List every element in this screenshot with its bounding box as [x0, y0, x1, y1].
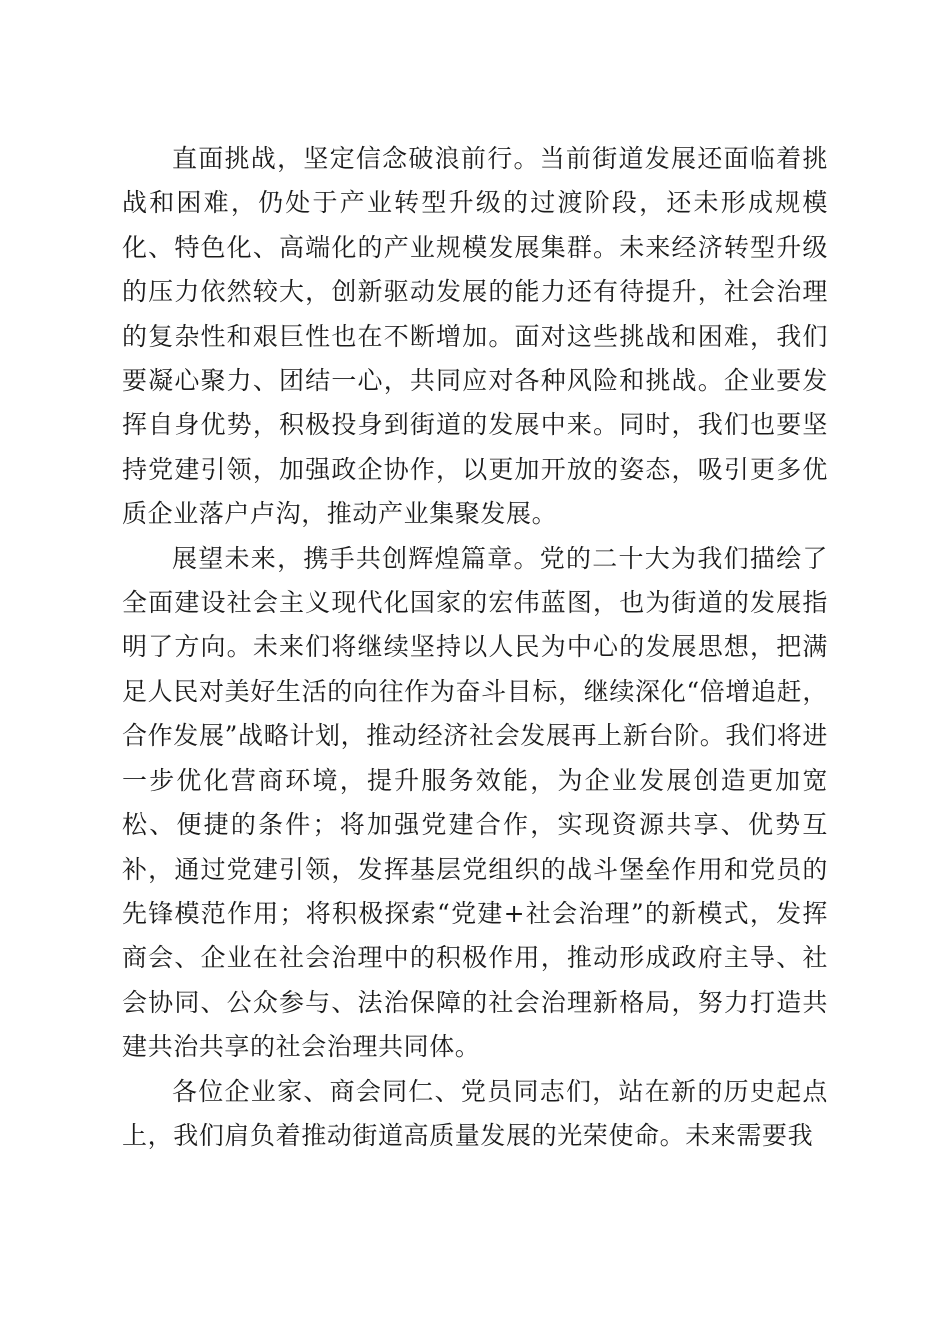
document-page: [122, 137, 828, 1158]
paragraph-address: 各位企业家、商会同仁、党员同志们，站在新的历史起点上，我们肩负着推动街道高质量发展的光荣使命。未来需要我: [122, 1076, 828, 1150]
paragraph-challenges: 直面挑战，坚定信念破浪前行。当前街道发展还面临着挑战和困难，仍处于产业转型升级的过渡阶段，还未形成规模化、特色化、高端化的产业规模发展集群。未来经济转型升级的压力依然较大，创新驱动发展的能力还有待提升，社会治理的复杂性和艰巨性也在不断增加。面对这些挑战和困难，我们要凝心聚力、团结一心，共同应对各种风险和挑战。企业要发挥自身优势，积极投身到街道的发展中来。同时，我们也要坚持党建引领，加强政企协作，以更加开放的姿态，吸引更多优质企业落户卢沟，推动产业集聚发展。: [122, 144, 828, 529]
paragraph-outlook: 展望未来，携手共创辉煌篇章。党的二十大为我们描绘了全面建设社会主义现代化国家的宏伟蓝图，也为街道的发展指明了方向。未来们将继续坚持以人民为中心的发展思想，把满足人民对美好生活的向往作为奋斗目标，继续深化“倍增追赶，合作发展”战略计划，推动经济社会发展再上新台阶。我们将进一步优化营商环境，提升服务效能，为企业发展创造更加宽松、便捷的条件；将加强党建合作，实现资源共享、优势互补，通过党建引领，发挥基层党组织的战斗堡垒作用和党员的先锋模范作用；将积极探索“党建+社会治理”的新模式，发挥商会、企业在社会治理中的积极作用，推动形成政府主导、社会协同、公众参与、法治保障的社会治理新格局，努力打造共建共治共享的社会治理共同体。: [122, 543, 828, 1062]
